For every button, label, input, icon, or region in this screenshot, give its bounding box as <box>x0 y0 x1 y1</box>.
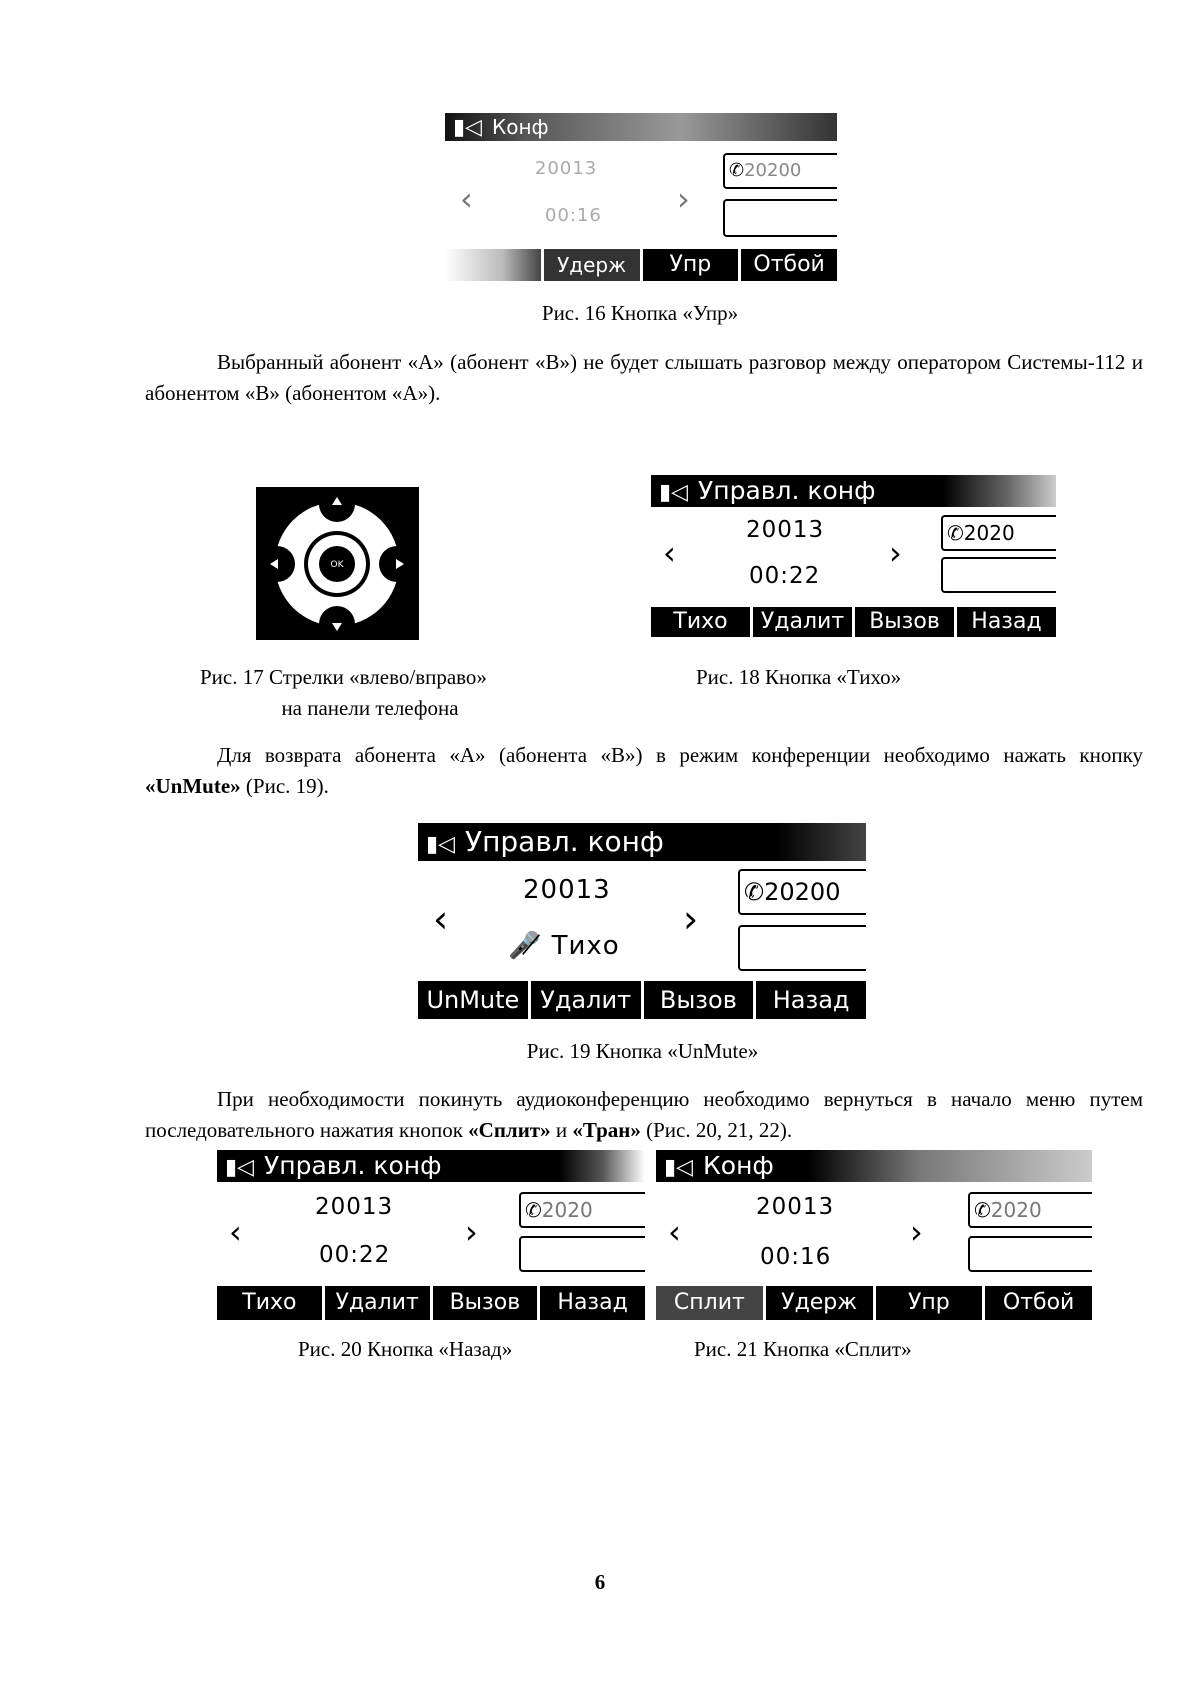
fig18-softkey-delete[interactable]: Удалит <box>753 607 852 637</box>
page-number: 6 <box>594 1570 606 1594</box>
fig20-time: 00:22 <box>319 1242 391 1268</box>
fig19-title-bar <box>418 823 866 861</box>
fig19-extension <box>738 869 866 915</box>
fig20-softkey-delete[interactable]: Удалит <box>325 1286 430 1320</box>
fig16-title: Конф <box>492 115 549 139</box>
fig20-title: Управл. конф <box>264 1151 442 1180</box>
fig18-title-bar <box>651 475 1056 507</box>
paragraph-1-text: Выбранный абонент «А» (абонент «В») не будет слышать разговор между оператором Системы-112 и абонентом «В» (абонентом «А»). <box>145 350 1143 405</box>
paragraph-2-text: Для возврата абонента «А» (абонента «В») в режим конференции необходимо нажать кнопку <box>217 743 1143 767</box>
fig16-title-bar <box>445 113 837 141</box>
fig21-caption: Рис. 21 Кнопка «Сплит» <box>694 1337 912 1361</box>
speaker-icon: ▮◁ <box>225 1155 255 1180</box>
fig19-status <box>508 931 620 961</box>
fig20-softkey-back[interactable]: Назад <box>540 1286 645 1320</box>
fig16-softkey-end[interactable]: Отбой <box>741 249 837 281</box>
speaker-icon: ▮◁ <box>426 832 456 857</box>
fig20-extension <box>519 1192 645 1228</box>
phone-icon: ✆ <box>947 521 964 545</box>
fig19-right-arrow: › <box>683 897 699 941</box>
fig18-extension-empty <box>941 557 1056 593</box>
fig21-extension-empty <box>968 1236 1092 1272</box>
fig19-number: 20013 <box>523 875 611 905</box>
fig18-number: 20013 <box>746 517 825 543</box>
fig21-softkey-hold[interactable]: Удерж <box>766 1286 873 1320</box>
fig18-extension-number: 2020 <box>963 521 1015 545</box>
fig21-screen <box>656 1150 1092 1320</box>
fig18-left-arrow: ‹ <box>663 534 676 572</box>
fig21-left-arrow: ‹ <box>668 1213 681 1251</box>
fig20-caption: Рис. 20 Кнопка «Назад» <box>298 1337 513 1361</box>
speaker-icon: ▮◁ <box>664 1155 694 1180</box>
fig17-caption <box>200 662 540 724</box>
fig21-softkey-manage[interactable]: Упр <box>876 1286 983 1320</box>
fig17-caption-line1: Рис. 17 Стрелки «влево/вправо» <box>200 665 487 689</box>
fig16-extension-number: 20200 <box>744 160 802 181</box>
fig19-extension-empty <box>738 925 866 971</box>
fig19-softkey-back[interactable]: Назад <box>756 981 866 1019</box>
fig20-softkey-mute[interactable]: Тихо <box>217 1286 322 1320</box>
fig16-softkeys <box>445 249 837 281</box>
navigation-pad-icon <box>256 487 419 640</box>
fig19-screen <box>418 823 866 1019</box>
speaker-icon: ▮◁ <box>453 115 483 140</box>
fig16-softkey-manage[interactable]: Упр <box>643 249 739 281</box>
fig21-extension <box>968 1192 1092 1228</box>
phone-icon: ✆ <box>729 160 745 181</box>
fig20-extension-empty <box>519 1236 645 1272</box>
fig20-right-arrow: › <box>465 1213 478 1251</box>
fig17-caption-line2: на панели телефона <box>281 696 459 720</box>
fig16-number: 20013 <box>535 158 598 179</box>
fig20-softkeys <box>217 1286 645 1320</box>
fig20-extension-number: 2020 <box>541 1198 593 1222</box>
fig19-title: Управл. конф <box>465 825 664 858</box>
fig16-left-arrow: ‹ <box>460 180 473 218</box>
fig21-title: Конф <box>703 1151 774 1180</box>
fig16-extension <box>723 153 837 189</box>
phone-icon: ✆ <box>744 878 765 906</box>
fig16-screen <box>445 113 837 281</box>
fig19-softkey-unmute[interactable]: UnMute <box>418 981 528 1019</box>
fig19-extension-number: 20200 <box>764 878 841 906</box>
fig17-navigation-pad <box>256 487 419 640</box>
fig21-softkey-end[interactable]: Отбой <box>985 1286 1092 1320</box>
paragraph-3-mid: и <box>550 1118 573 1142</box>
fig20-number: 20013 <box>315 1194 394 1220</box>
fig18-title: Управл. конф <box>698 476 876 505</box>
fig18-extension <box>941 515 1056 551</box>
fig21-softkey-split[interactable]: Сплит <box>656 1286 763 1320</box>
fig18-time: 00:22 <box>749 563 821 589</box>
paragraph-2-text-after: (Рис. 19). <box>240 774 329 798</box>
fig20-left-arrow: ‹ <box>229 1213 242 1251</box>
fig16-caption: Рис. 16 Кнопка «Упр» <box>541 301 739 325</box>
paragraph-2-bold: «UnMute» <box>145 774 241 798</box>
fig19-left-arrow: ‹ <box>433 897 449 941</box>
speaker-icon: ▮◁ <box>659 480 689 505</box>
paragraph-3-text: При необходимости покинуть аудиоконференцию необходимо вернуться в начало меню путем последовательного нажатия кнопок <box>145 1087 1143 1142</box>
fig19-softkeys <box>418 981 866 1019</box>
fig19-softkey-delete[interactable]: Удалит <box>531 981 641 1019</box>
fig20-screen <box>217 1150 645 1320</box>
fig21-extension-number: 2020 <box>990 1198 1042 1222</box>
mute-icon: 🎤̸ <box>508 931 552 961</box>
fig21-time: 00:16 <box>760 1244 832 1270</box>
fig21-softkeys <box>656 1286 1092 1320</box>
fig16-time: 00:16 <box>545 205 602 226</box>
paragraph-2 <box>145 740 1143 802</box>
fig19-softkey-call[interactable]: Вызов <box>644 981 754 1019</box>
fig20-softkey-call[interactable]: Вызов <box>433 1286 538 1320</box>
fig18-softkey-mute[interactable]: Тихо <box>651 607 750 637</box>
fig16-right-arrow: › <box>677 180 690 218</box>
fig21-title-bar <box>656 1150 1092 1182</box>
fig16-softkey-hold[interactable]: Удерж <box>544 249 640 281</box>
fig21-number: 20013 <box>756 1194 835 1220</box>
fig20-title-bar <box>217 1150 645 1182</box>
paragraph-3-bold-split: «Сплит» <box>468 1118 551 1142</box>
fig18-softkey-back[interactable]: Назад <box>957 607 1056 637</box>
fig18-screen <box>651 475 1056 637</box>
fig16-softkey-blank <box>445 249 541 281</box>
fig18-right-arrow: › <box>889 534 902 572</box>
fig18-caption: Рис. 18 Кнопка «Тихо» <box>696 665 902 689</box>
fig16-extension-empty <box>723 199 837 237</box>
paragraph-3-bold-transfer: «Тран» <box>572 1118 641 1142</box>
fig19-caption: Рис. 19 Кнопка «UnMute» <box>526 1039 759 1063</box>
paragraph-1 <box>145 347 1143 409</box>
fig18-softkeys <box>651 607 1056 637</box>
fig18-softkey-call[interactable]: Вызов <box>855 607 954 637</box>
phone-icon: ✆ <box>525 1198 542 1222</box>
phone-icon: ✆ <box>974 1198 991 1222</box>
paragraph-3-text-after: (Рис. 20, 21, 22). <box>640 1118 793 1142</box>
fig19-status-text: Тихо <box>551 931 620 961</box>
fig21-right-arrow: › <box>910 1213 923 1251</box>
paragraph-3 <box>145 1084 1143 1146</box>
ok-button-label: OK <box>330 560 344 570</box>
